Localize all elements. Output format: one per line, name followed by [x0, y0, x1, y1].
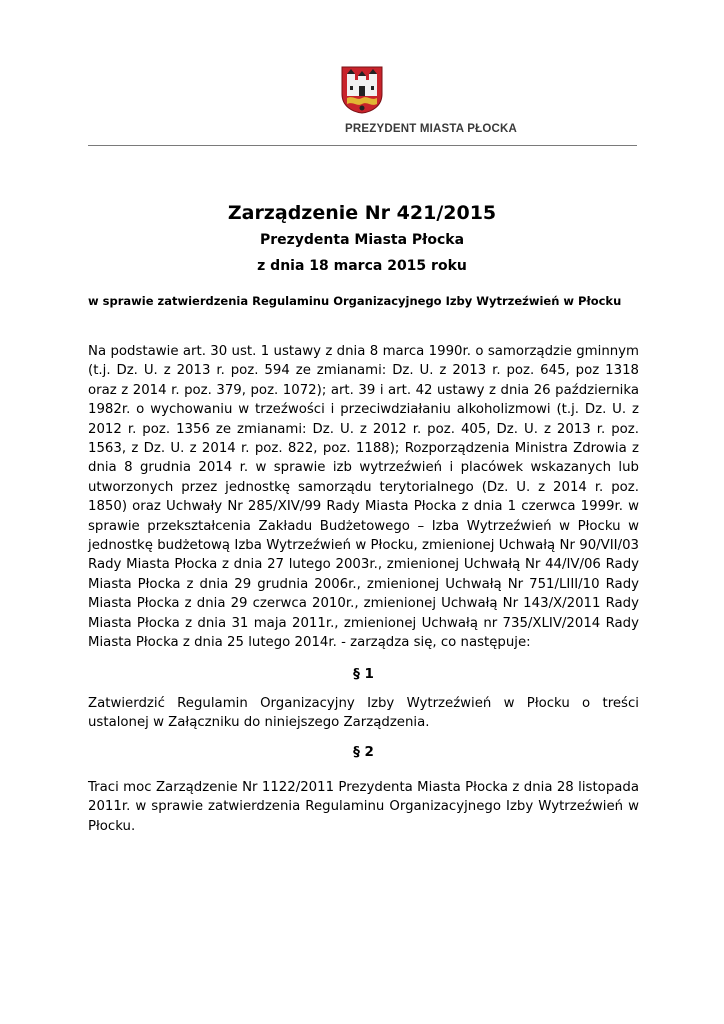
section-1-heading: § 1	[353, 666, 374, 682]
header-divider	[88, 145, 637, 146]
document-issuer: Prezydenta Miasta Płocka	[259, 232, 465, 248]
city-crest-icon	[341, 66, 383, 114]
org-name: PREZYDENT MIASTA PŁOCKA	[345, 123, 517, 135]
document-subject: w sprawie zatwierdzenia Regulaminu Organizacyjnego Izby Wytrzeźwień w Płocku	[88, 294, 622, 308]
document-date: z dnia 18 marca 2015 roku	[257, 258, 467, 274]
document-title: Zarządzenie Nr 421/2015	[227, 202, 497, 224]
letterhead	[0, 60, 724, 150]
section-2-text: Traci moc Zarządzenie Nr 1122/2011 Prezydenta Miasta Płocka z dnia 28 listopada 2011r. w sprawie zatwierdzenia Regulaminu Organizacyjnego Izby Wytrzeźwień w Płocku.	[88, 780, 639, 834]
section-2-heading: § 2	[353, 744, 374, 760]
section-1-text: Zatwierdzić Regulamin Organizacyjny Izby Wytrzeźwień w Płocku o treści ustalonej w Załączniku do niniejszego Zarządzenia.	[88, 696, 639, 731]
document-title-block	[0, 200, 724, 278]
preamble-paragraph: Na podstawie art. 30 ust. 1 ustawy z dnia 8 marca 1990r. o samorządzie gminnym (t.j. Dz. U. z 2013 r. poz. 594 ze zmianami: Dz. U. z 2013 r. poz. 645, poz 1318 oraz z 2014 r. poz. 379, poz. 1072); art. 39 i art. 42 ustawy z dnia 26 października 1982r. o wychowaniu w trzeźwości i przeciwdziałaniu alkoholizmowi (t.j. Dz. U. z 2012 r. poz. 1356 ze zmianami: Dz. U. z 2012 r. poz. 405, Dz. U. z 2013 r. poz. 1563, z Dz. U. z 2014 r. poz. 822, poz. 1188); Rozporządzenia Ministra Zdrowia z dnia 8 grudnia 2014 r. w sprawie izb wytrzeźwień i placówek wskazanych lub utworzonych przez jednostkę samorządu terytorialnego (Dz. U. z 2014 r. poz. 1850) oraz Uchwały Nr 285/XIV/99 Rady Miasta Płocka z dnia 1 czerwca 1999r. w sprawie przekształcenia Zakładu Budżetowego – Izba Wytrzeźwień w Płocku w jednostkę budżetową Izba Wytrzeźwień w Płocku, zmienionej Uchwałą Nr 90/VII/03 Rady Miasta Płocka z dnia 27 lutego 2003r., zmienionej Uchwałą Nr 44/IV/06 Rady Miasta Płocka z dnia 29 grudnia 2006r., zmienionej Uchwałą Nr 751/LIII/10 Rady Miasta Płocka z dnia 29 czerwca 2010r., zmienionej Uchwałą Nr 143/X/2011 Rady Miasta Płocka z dnia 31 maja 2011r., zmienionej Uchwałą nr 735/XLIV/2014 Rady Miasta Płocka z dnia 25 lutego 2014r. - zarządza się, co następuje:	[88, 344, 639, 651]
